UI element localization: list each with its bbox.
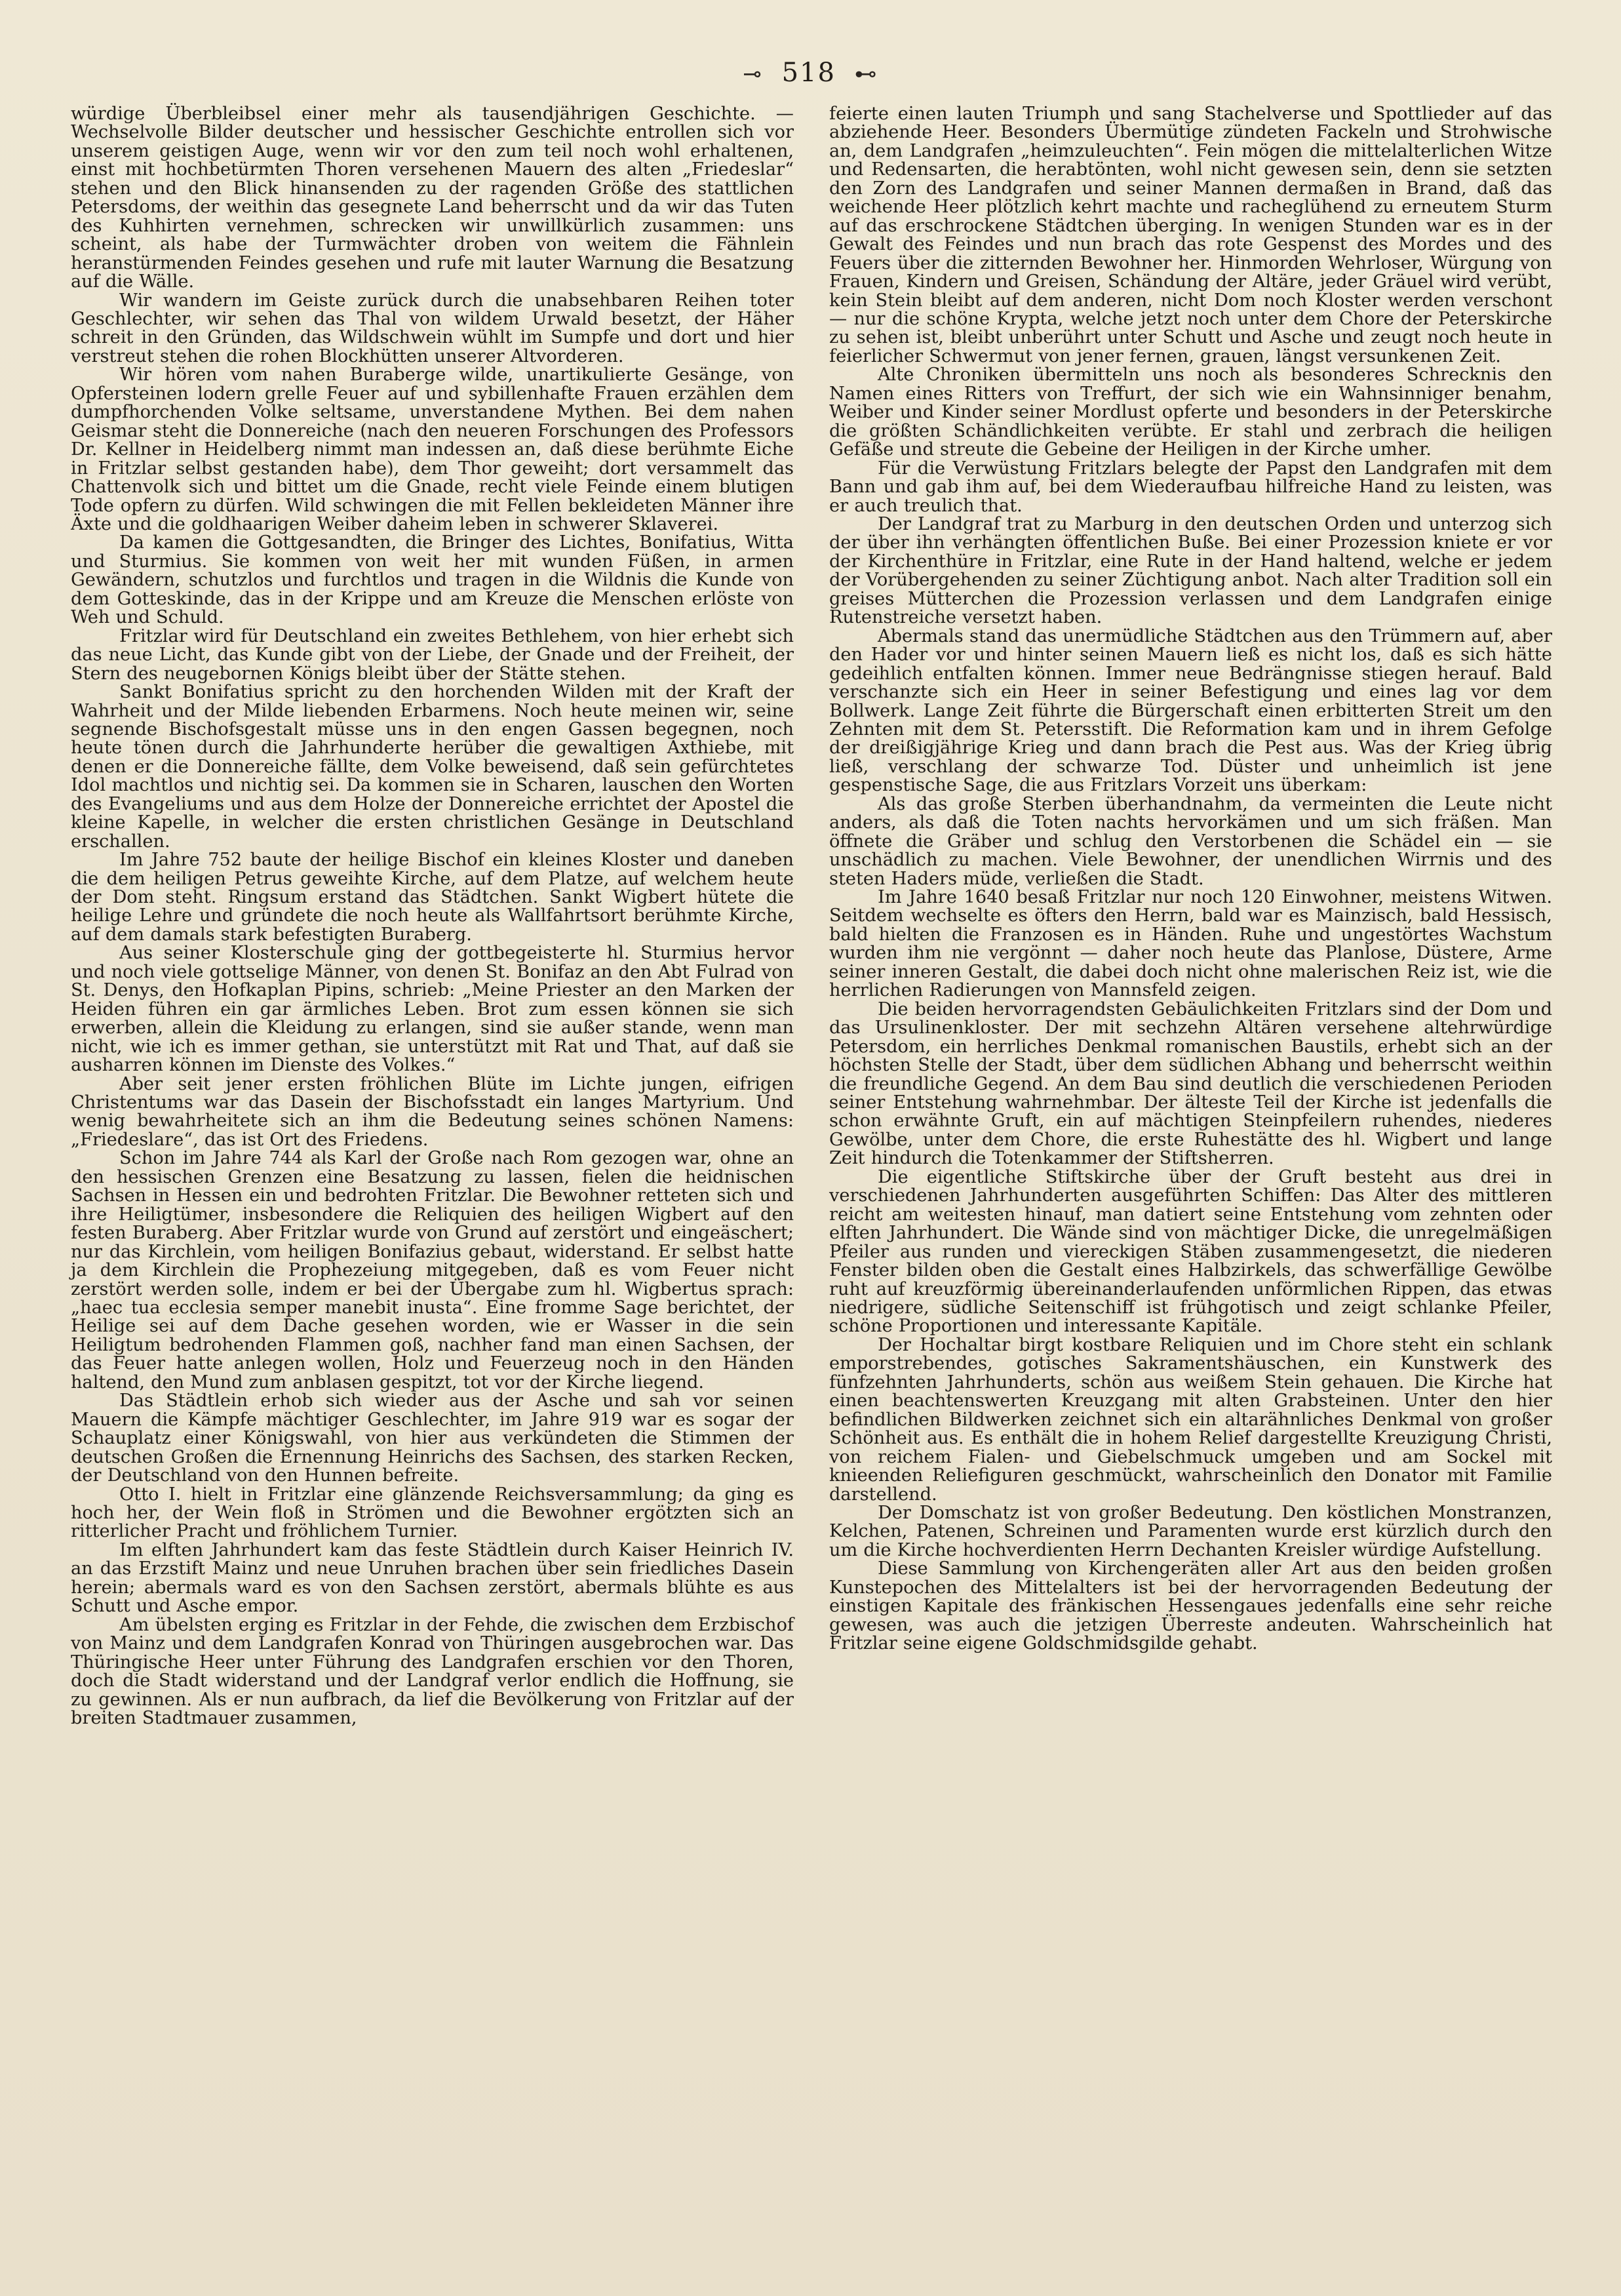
ornament-right: ⊷	[854, 61, 878, 87]
paragraph: würdige Überbleibsel einer mehr als tausendjährigen Geschichte. — Wechselvolle Bilder deutscher und hessischer Geschichte entrollen sich vor unserem geistigen Auge, wenn wir vor den zum teil noch wohl erhaltenen, einst mit hochbetürmten Thoren versehenen Mauern des alten „Friedeslar“ stehen und den Blick hinansenden zu der ragenden Größe des stattlichen Petersdoms, der weithin das gesegnete Land beherrscht und da wir das Tuten des Kuhhirten vernehmen, schrecken wir unwillkürlich zusammen: uns scheint, als habe der Turmwächter droben von weitem die Fähnlein heranstürmenden Feindes gesehen und rufe mit lauter Warnung die Besatzung auf die Wälle.	[71, 104, 794, 292]
paragraph: Der Landgraf trat zu Marburg in den deutschen Orden und unterzog sich der über ihn verhängten öffentlichen Buße. Bei einer Prozession kniete er vor der Kirchenthüre in Fritzlar, eine Rute in der Hand haltend, welche er jedem der Vorübergehenden zu seiner Züchtigung anbot. Nach alter Tradition soll ein greises Mütterchen die Prozession verlassen und dem Landgrafen einige Rutenstreiche versetzt haben.	[829, 513, 1552, 628]
paragraph: Die beiden hervorragendsten Gebäulichkeiten Fritzlars sind der Dom und das Ursulinenkloster. Der mit sechzehn Altären versehene altehrwürdige Petersdom, ein herrliches Denkmal romanischen Baustils, erhebt sich an der höchsten Stelle der Stadt, über dem südlichen Abhang und beherrscht weithin die freundliche Gegend. An dem Bau sind deutlich die verschiedenen Perioden seiner Entstehung wahrnehmbar. Der älteste Teil der Kirche ist jedenfalls die schon erwähnte Gruft, ein auf mächtigen Steinpfeilern ruhendes, niederes Gewölbe, unter dem Chore, die erste Ruhestätte des hl. Wigbert und lange Zeit hindurch die Totenkammer der Stiftsherren.	[829, 999, 1552, 1169]
left-column	[71, 105, 794, 1728]
paragraph: Fritzlar wird für Deutschland ein zweites Bethlehem, von hier erhebt sich das neue Licht, das Kunde gibt von der Liebe, der Gnade und der Freiheit, der Stern des neugebornen Königs bleibt über der Stätte stehen.	[71, 625, 794, 684]
paragraph: Schon im Jahre 744 als Karl der Große nach Rom gezogen war, ohne an den hessischen Grenzen eine Besatzung zu lassen, fielen die heidnischen Sachsen in Hessen ein und bedrohten Fritzlar. Die Bewohner retteten sich und ihre Heiligtümer, insbesondere die Reliquien des heiligen Wigbert auf den festen Buraberg. Aber Fritzlar wurde von Grund auf zerstört und eingeäschert; nur das Kirchlein, vom heiligen Bonifazius gebaut, widerstand. Er selbst hatte ja dem Kirchlein die Prophezeiung mitgegeben, daß es vom Feuer nicht zerstört werden solle, indem er bei der Übergabe zum hl. Wigbertus sprach: „haec tua ecclesia semper manebit inusta“. Eine fromme Sage berichtet, der Heilige sei auf dem Dache gesehen worden, wie er Wasser in die sein Heiligtum bedrohenden Flammen goß, nachher fand man einen Sachsen, der das Feuer hatte anlegen wollen, Holz und Feuerzeug noch in den Händen haltend, den Mund zum anblasen gespitzt, tot vor der Kirche liegend.	[71, 1148, 794, 1393]
paragraph: Der Hochaltar birgt kostbare Reliquien und im Chore steht ein schlank emporstrebendes, gotisches Sakramentshäuschen, ein Kunstwerk des fünfzehnten Jahrhunderts, schön aus weißem Stein gehauen. Die Kirche hat einen beachtenswerten Kreuzgang mit alten Grabsteinen. Unter den hier befindlichen Bildwerken zeichnet sich ein altarähnliches Denkmal von großer Schönheit aus. Es enthält die in hohem Relief dargestellte Kreuzigung Christi, von reichem Fialen- und Giebelschmuck umgeben und am Sockel mit knieenden Reliefiguren geschmückt, wahrscheinlich den Donator mit Familie darstellend.	[829, 1334, 1552, 1505]
paragraph: Da kamen die Gottgesandten, die Bringer des Lichtes, Bonifatius, Witta und Sturmius. Sie kommen von weit her mit wunden Füßen, in armen Gewändern, schutzlos und furchtlos und tragen in die Wildnis die Kunde von dem Gotteskinde, das in der Krippe und am Kreuze die Menschen erlöste von Weh und Schuld.	[71, 532, 794, 628]
paragraph: Die eigentliche Stiftskirche über der Gruft besteht aus drei in verschiedenen Jahrhunderten ausgeführten Schiffen: Das Alter des mittleren reicht am weitesten hinauf, man datiert seine Entstehung vom zehnten oder elften Jahrhundert. Die Wände sind von mächtiger Dicke, die unregelmäßigen Pfeiler aus runden und viereckigen Stäben zusammengesetzt, die niederen Fenster bilden oben die Gestalt eines Halbzirkels, das schwerfällige Gewölbe ruht auf kreuzförmig übereinanderlaufenden unförmlichen Rippen, das etwas niedrigere, südliche Seitenschiff ist frühgotisch und zeigt schlanke Pfeiler, schöne Proportionen und interessante Kapitäle.	[829, 1166, 1552, 1337]
paragraph: Als das große Sterben überhandnahm, da vermeinten die Leute nicht anders, als daß die Toten nachts hervorkämen und um sich fräßen. Man öffnete die Gräber und schlug den Verstorbenen die Schädel ein — sie unschädlich zu machen. Viele Bewohner, der unendlichen Wirrnis und des steten Haders müde, verließen die Stadt.	[829, 793, 1552, 889]
page-number: 518	[781, 58, 836, 88]
ornament-left: ⊸	[743, 61, 763, 87]
paragraph: feierte einen lauten Triumph und sang Stachelverse und Spottlieder auf das abziehende Heer. Besonders Übermütige zündeten Fackeln und Strohwische an, dem Landgrafen „heimzuleuchten“. Fein mögen die mittelalterlichen Witze und Redensarten, die herabtönten, wohl nicht gewesen sein, denn sie setzten den Zorn des Landgrafen und seiner Mannen dermaßen in Brand, daß das weichende Heer plötzlich kehrt machte und racheglühend zu erneutem Sturm auf das erschrockene Städtchen überging. In wenigen Stunden war es in der Gewalt des Feindes und nun brach das rote Gespenst des Mordes und des Feuers über die zitternden Bewohner her. Hinmorden Wehrloser, Würgung von Frauen, Kindern und Greisen, Schändung der Altäre, jeder Gräuel wird verübt, kein Stein bleibt auf dem anderen, nicht Dom noch Kloster werden verschont — nur die schöne Krypta, welche jetzt noch unter dem Chore der Peterskirche zu sehen ist, bleibt unberührt unter Schutt und Asche und zeugt noch heute in feierlicher Schwermut von jener fernen, grauen, längst versunkenen Zeit.	[829, 104, 1552, 366]
paragraph: Otto I. hielt in Fritzlar eine glänzende Reichsversammlung; da ging es hoch her, der Wein floß in Strömen und die Bewohner ergötzten sich an ritterlicher Pracht und fröhlichem Turnier.	[71, 1484, 794, 1542]
paragraph: Für die Verwüstung Fritzlars belegte der Papst den Landgrafen mit dem Bann und gab ihm auf, bei dem Wiederaufbau hilfreiche Hand zu leisten, was er auch treulich that.	[829, 458, 1552, 516]
paragraph: Sankt Bonifatius spricht zu den horchenden Wilden mit der Kraft der Wahrheit und der Milde liebenden Erbarmens. Noch heute meinen wir, seine segnende Bischofsgestalt müsse uns in den engen Gassen begegnen, noch heute tönen durch die Jahrhunderte herüber die gewaltigen Axthiebe, mit denen er die Donnereiche fällte, dem Volke beweisend, daß sein gefürchtetes Idol machtlos und nichtig sei. Da kommen sie in Scharen, lauschen den Worten des Evangeliums und aus dem Holze der Donnereiche errichtet der Apostel die kleine Kapelle, in welcher die ersten christlichen Gesänge in Deutschland erschallen.	[71, 682, 794, 852]
text-columns	[71, 105, 1552, 1728]
paragraph: Aus seiner Klosterschule ging der gottbegeisterte hl. Sturmius hervor und noch viele gottselige Männer, von denen St. Bonifaz an den Abt Fulrad von St. Denys, den Hofkaplan Pipins, schrieb: „Meine Priester an den Marken der Heiden führen ein gar ärmliches Leben. Brot zum essen können sie sich erwerben, allein die Kleidung zu erlangen, sind sie außer stande, wenn man nicht, wie ich es immer gethan, sie unterstützt mit Rat und That, auf daß sie ausharren können im Dienste des Volkes.“	[71, 943, 794, 1076]
paragraph: Abermals stand das unermüdliche Städtchen aus den Trümmern auf, aber den Hader vor und hinter seinen Mauern ließ es nicht los, daß es sich hätte gedeihlich entfalten können. Immer neue Bedrängnisse stiegen herauf. Bald verschanzte sich ein Heer in seiner Befestigung und eines lag vor dem Bollwerk. Lange Zeit führte die Bürgerschaft einen erbitterten Streit um den Zehnten mit dem St. Petersstift. Die Reformation kam und in ihrem Gefolge der dreißigjährige Krieg und dann brach die Pest aus. Was der Krieg übrig ließ, verschlang der schwarze Tod. Düster und unheimlich ist jene gespenstische Sage, die aus Fritzlars Vorzeit uns überkam:	[829, 625, 1552, 796]
paragraph: Diese Sammlung von Kirchengeräten aller Art aus den beiden großen Kunstepochen des Mittelalters ist bei der hervorragenden Bedeutung der einstigen Kapitale des fränkischen Hessengaues jedenfalls eine sehr reiche gewesen, was auch die jetzigen Überreste andeuten. Wahrscheinlich hat Fritzlar seine eigene Goldschmidsgilde gehabt.	[829, 1558, 1552, 1654]
paragraph: Im Jahre 1640 besaß Fritzlar nur noch 120 Einwohner, meistens Witwen. Seitdem wechselte es öfters den Herrn, bald war es Mainzisch, bald Hessisch, bald hielten die Franzosen es in Händen. Ruhe und ungestörtes Wachstum wurden ihm nie vergönnt — daher noch heute das Planlose, Düstere, Arme seiner inneren Gestalt, die dabei doch nicht ohne malerischen Reiz ist, wie die herrlichen Radierungen von Mannsfeld zeigen.	[829, 887, 1552, 1001]
paragraph: Der Domschatz ist von großer Bedeutung. Den köstlichen Monstranzen, Kelchen, Patenen, Schreinen und Paramenten wurde erst kürzlich durch den um die Kirche hochverdienten Herrn Dechanten Kreisler würdige Aufstellung.	[829, 1502, 1552, 1560]
paragraph: Alte Chroniken übermitteln uns noch als besonderes Schrecknis den Namen eines Ritters von Treffurt, der sich wie ein Wahnsinniger benahm, Weiber und Kinder seiner Mordlust opferte und besonders in der Peterskirche die größten Schändlichkeiten verübte. Er stahl und zerbrach die heiligen Gefäße und streute die Gebeine der Heiligen in der Kirche umher.	[829, 365, 1552, 460]
page-header	[0, 58, 1621, 88]
paragraph: Das Städtlein erhob sich wieder aus der Asche und sah vor seinen Mauern die Kämpfe mächtiger Geschlechter, im Jahre 919 war es sogar der Schauplatz einer Königswahl, von hier aus verkündeten die Stimmen der deutschen Großen die Ernennung Heinrichs des Sachsen, des starken Recken, der Deutschland von den Hunnen befreite.	[71, 1391, 794, 1486]
paragraph: Aber seit jener ersten fröhlichen Blüte im Lichte jungen, eifrigen Christentums war das Dasein der Bischofsstadt ein langes Martyrium. Und wenig bewahrheitete sich an ihm die Bedeutung seines schönen Namens: „Friedeslare“, das ist Ort des Friedens.	[71, 1073, 794, 1150]
paragraph: Wir wandern im Geiste zurück durch die unabsehbaren Reihen toter Geschlechter, wir sehen das Thal von wildem Urwald besetzt, der Häher schreit in den Gründen, das Wildschwein wühlt im Sumpfe und dort und hier verstreut stehen die rohen Blockhütten unserer Altvorderen.	[71, 290, 794, 366]
paragraph: Im elften Jahrhundert kam das feste Städtlein durch Kaiser Heinrich IV. an das Erzstift Mainz und neue Unruhen brachen über sein friedliches Dasein herein; abermals ward es von den Sachsen zerstört, abermals blühte es aus Schutt und Asche empor.	[71, 1539, 794, 1617]
paragraph: Am übelsten erging es Fritzlar in der Fehde, die zwischen dem Erzbischof von Mainz und dem Landgrafen Konrad von Thüringen ausgebrochen war. Das Thüringische Heer unter Führung des Landgrafen erschien vor den Thoren, doch die Stadt widerstand und der Landgraf verlor endlich die Hoffnung, sie zu gewinnen. Als er nun aufbrach, da lief die Bevölkerung von Fritzlar auf der breiten Stadtmauer zusammen,	[71, 1614, 794, 1728]
paragraph: Im Jahre 752 baute der heilige Bischof ein kleines Kloster und daneben die dem heiligen Petrus geweihte Kirche, auf dem Platze, auf welchem heute der Dom steht. Ringsum erstand das Städtchen. Sankt Wigbert hütete die heilige Lehre und gründete die noch heute als Wallfahrtsort berühmte Kirche, auf dem damals stark befestigten Buraberg.	[71, 850, 794, 945]
paragraph: Wir hören vom nahen Buraberge wilde, unartikulierte Gesänge, von Opfersteinen lodern grelle Feuer auf und sybillenhafte Frauen erzählen dem dumpfhorchenden Volke seltsame, unverstandene Mythen. Bei dem nahen Geismar steht die Donnereiche (nach den neueren Forschungen des Professors Dr. Kellner in Heidelberg nimmt man indessen an, daß diese berühmte Eiche in Fritzlar selbst gestanden habe), dem Thor geweiht; dort versammelt das Chattenvolk sich und bittet um die Gnade, recht viele Feinde einem blutigen Tode opfern zu dürfen. Wild schwingen die mit Fellen bekleideten Männer ihre Äxte und die goldhaarigen Weiber daheim leben in schwerer Sklaverei.	[71, 365, 794, 534]
right-column	[829, 105, 1552, 1728]
